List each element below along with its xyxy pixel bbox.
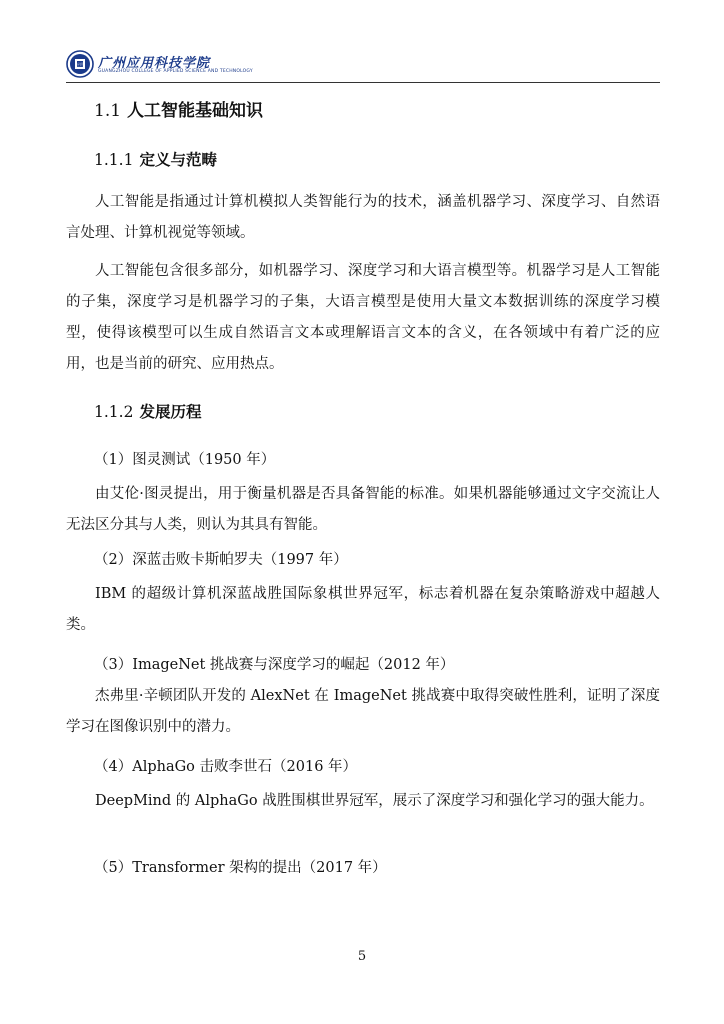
- section-number: 1.1: [94, 101, 122, 121]
- school-seal-icon: [66, 50, 94, 78]
- section-title: 人工智能基础知识: [127, 101, 264, 121]
- header-divider: [66, 82, 660, 83]
- milestone-label: （5）Transformer 架构的提出（2017 年）: [94, 860, 387, 876]
- milestone-text: DeepMind 的 AlphaGo 战胜围棋世界冠军，展示了深度学习和强化学习的强大能力。: [95, 793, 654, 809]
- subsection-title: 发展历程: [139, 402, 202, 421]
- paragraph-components: 人工智能包含很多部分，如机器学习、深度学习和大语言模型等。机器学习是人工智能的子集，深度学习是机器学习的子集，大语言模型是使用大量文本数据训练的深度学习模型，使得该模型可以生成自然语言文本或理解语言文本的含义，在各领域中有着广泛的应用，也是当前的研究、应用热点。: [66, 263, 660, 372]
- subsection-title: 定义与范畴: [139, 150, 217, 169]
- subsection-number: 1.1.2: [94, 403, 134, 421]
- section-heading: [94, 96, 263, 121]
- milestone-label: （2）深蓝击败卡斯帕罗夫（1997 年）: [94, 552, 348, 568]
- paragraph-definition: 人工智能是指通过计算机模拟人类智能行为的技术，涵盖机器学习、深度学习、自然语言处理、计算机视觉等领域。: [66, 194, 660, 241]
- milestone-label: （3）ImageNet 挑战赛与深度学习的崛起（2012 年）: [94, 657, 455, 673]
- school-name-cn: 广州应用科技学院: [98, 56, 211, 71]
- milestone-label: （4）AlphaGo 击败李世石（2016 年）: [94, 759, 358, 775]
- milestone-text: 杰弗里·辛顿团队开发的 AlexNet 在 ImageNet 挑战赛中取得突破性胜利，证明了深度学习在图像识别中的潜力。: [66, 688, 660, 735]
- subsection-heading-definition: [94, 148, 217, 170]
- milestone-text: 由艾伦·图灵提出，用于衡量机器是否具备智能的标准。如果机器能够通过文字交流让人无法区分其与人类，则认为其具有智能。: [66, 486, 660, 533]
- svg-text:应用: 应用: [76, 62, 84, 67]
- page-header: [66, 48, 660, 82]
- page-number: 5: [357, 949, 367, 964]
- school-name-en: GUANGZHOU COLLEGE OF APPLIED SCIENCE AND TECHNOLOGY: [98, 69, 253, 74]
- subsection-heading-history: [94, 400, 201, 422]
- milestone-label: （1）图灵测试（1950 年）: [94, 452, 276, 468]
- subsection-number: 1.1.1: [94, 151, 134, 169]
- milestone-text: IBM 的超级计算机深蓝战胜国际象棋世界冠军，标志着机器在复杂策略游戏中超越人类。: [66, 586, 660, 633]
